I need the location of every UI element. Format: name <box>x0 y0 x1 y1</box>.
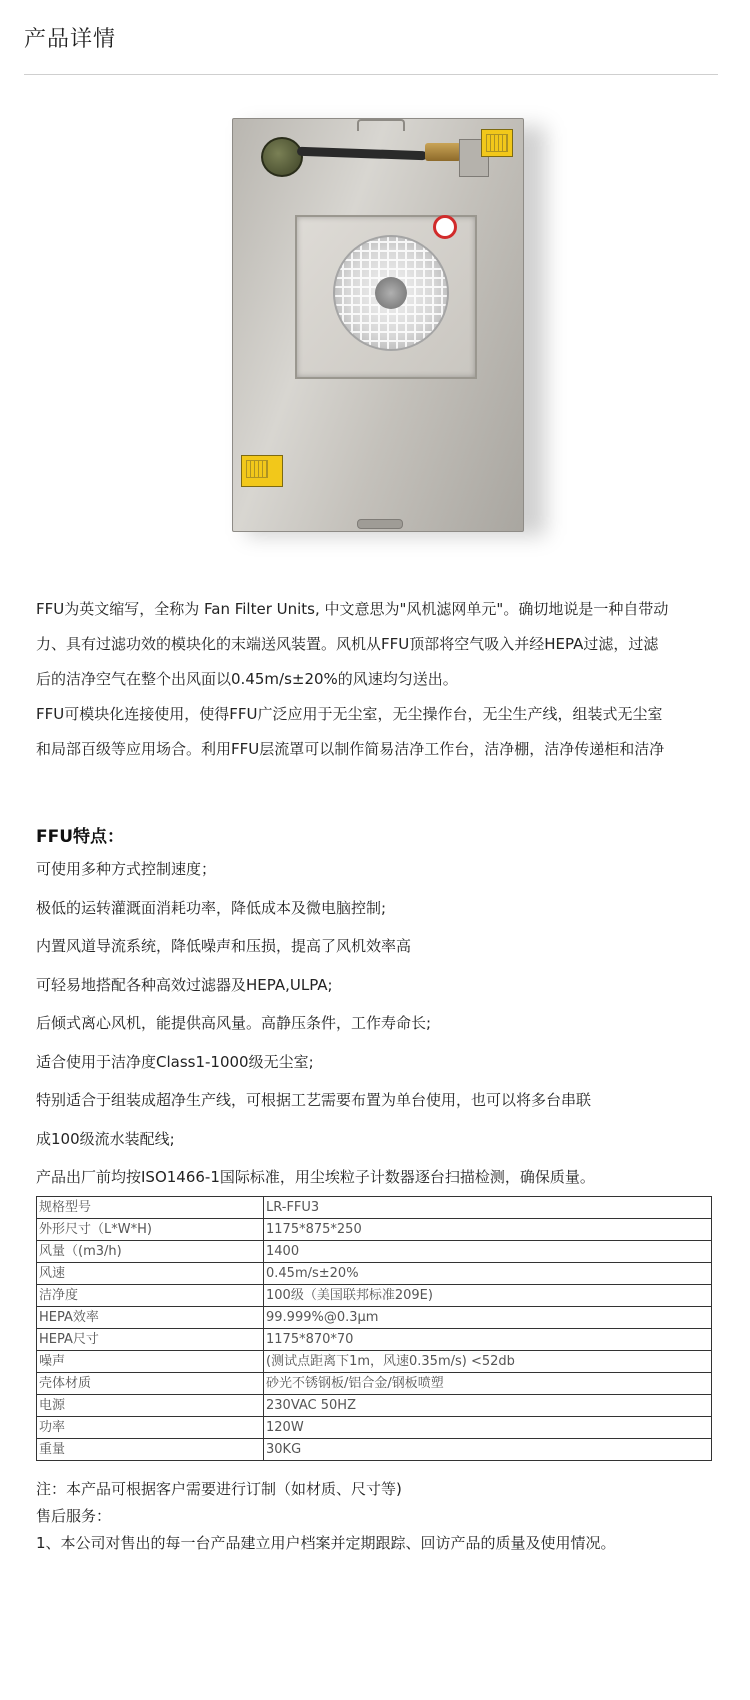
table-row <box>37 1417 712 1439</box>
intro-line: FFU为英文缩写，全称为 Fan Filter Units, 中文意思为"风机滤网单元"。确切地说是一种自带动 <box>36 600 669 618</box>
table-row <box>37 1263 712 1285</box>
fan-icon <box>333 235 449 351</box>
power-cable <box>297 147 427 161</box>
spec-label: 重量 <box>37 1439 264 1461</box>
after-sales-item: 1、本公司对售出的每一台产品建立用户档案并定期跟踪、回访产品的质量及使用情况。 <box>36 1534 616 1552</box>
warning-label-bottom <box>241 455 283 487</box>
spec-label: 噪声 <box>37 1351 264 1373</box>
after-sales-title: 售后服务： <box>36 1507 112 1525</box>
prohibition-sign-icon <box>433 215 457 239</box>
feature-item: 成100级流水装配线; <box>36 1129 175 1148</box>
feature-item: 极低的运转灌溉面消耗功率，降低成本及微电脑控制; <box>36 898 387 917</box>
junction-box <box>261 137 303 177</box>
bottom-handle <box>357 519 403 529</box>
table-row <box>37 1197 712 1219</box>
intro-text <box>36 592 716 767</box>
spec-value: 120W <box>264 1417 712 1439</box>
spec-label: 风量（(m3/h) <box>37 1241 264 1263</box>
features-list <box>36 850 726 1197</box>
product-image <box>232 108 552 538</box>
spec-label: 洁净度 <box>37 1285 264 1307</box>
spec-value: 230VAC 50HZ <box>264 1395 712 1417</box>
ffu-panel <box>232 118 524 532</box>
feature-item: 产品出厂前均按ISO1466-1国际标准，用尘埃粒子计数器逐台扫描检测，确保质量。 <box>36 1168 595 1186</box>
notes-section <box>36 1476 726 1557</box>
spec-value: LR-FFU3 <box>264 1197 712 1219</box>
spec-label: 外形尺寸（L*W*H) <box>37 1219 264 1241</box>
table-row <box>37 1241 712 1263</box>
table-row <box>37 1307 712 1329</box>
spec-value: 30KG <box>264 1439 712 1461</box>
intro-line: 力、具有过滤功效的模块化的末端送风装置。风机从FFU顶部将空气吸入并经HEPA过滤，过滤 <box>36 635 659 653</box>
spec-value: 1400 <box>264 1241 712 1263</box>
feature-item: 可轻易地搭配各种高效过滤器及HEPA,ULPA; <box>36 975 333 994</box>
feature-item: 内置风道导流系统，降低噪声和压损，提高了风机效率高 <box>36 937 412 955</box>
spec-value: 砂光不锈钢板/铝合金/钢板喷塑 <box>264 1373 712 1395</box>
feature-item: 可使用多种方式控制速度； <box>36 860 217 878</box>
custom-note: 注：本产品可根据客户需要进行订制（如材质、尺寸等) <box>36 1480 402 1498</box>
spec-value: 0.45m/s±20% <box>264 1263 712 1285</box>
table-row <box>37 1329 712 1351</box>
spec-label: 风速 <box>37 1263 264 1285</box>
intro-line: 和局部百级等应用场合。利用FFU层流罩可以制作简易洁净工作台，洁净棚，洁净传递柜和洁净 <box>36 740 665 758</box>
table-row <box>37 1219 712 1241</box>
table-row <box>37 1373 712 1395</box>
spec-label: HEPA效率 <box>37 1307 264 1329</box>
top-handle <box>357 119 405 131</box>
spec-value: (测试点距离下1m，风速0.35m/s) <52db <box>264 1351 712 1373</box>
cable-connector <box>425 143 461 161</box>
page-title: 产品详情 <box>24 27 117 52</box>
table-row <box>37 1351 712 1373</box>
warning-label-top <box>481 129 513 157</box>
feature-item: 特别适合于组装成超净生产线，可根据工艺需要布置为单台使用，也可以将多台串联 <box>36 1091 592 1109</box>
spec-label: HEPA尺寸 <box>37 1329 264 1351</box>
spec-label: 壳体材质 <box>37 1373 264 1395</box>
fan-hub <box>375 277 407 309</box>
spec-value: 1175*875*250 <box>264 1219 712 1241</box>
spec-label: 规格型号 <box>37 1197 264 1219</box>
spec-label: 功率 <box>37 1417 264 1439</box>
spec-value: 1175*870*70 <box>264 1329 712 1351</box>
title-divider <box>24 74 718 75</box>
table-row <box>37 1285 712 1307</box>
spec-value: 100级（美国联邦标准209E) <box>264 1285 712 1307</box>
spec-table <box>36 1196 712 1461</box>
intro-line: 后的洁净空气在整个出风面以0.45m/s±20%的风速均匀送出。 <box>36 670 458 688</box>
intro-line: FFU可模块化连接使用，使得FFU广泛应用于无尘室，无尘操作台，无尘生产线，组装式无尘室 <box>36 705 663 723</box>
feature-item: 适合使用于洁净度Class1-1000级无尘室; <box>36 1052 314 1071</box>
feature-item: 后倾式离心风机，能提供高风量。高静压条件，工作寿命长; <box>36 1014 432 1032</box>
features-title: FFU特点： <box>36 827 125 847</box>
table-row <box>37 1439 712 1461</box>
spec-label: 电源 <box>37 1395 264 1417</box>
table-row <box>37 1395 712 1417</box>
spec-value: 99.999%@0.3μm <box>264 1307 712 1329</box>
fan-frame <box>295 215 477 379</box>
